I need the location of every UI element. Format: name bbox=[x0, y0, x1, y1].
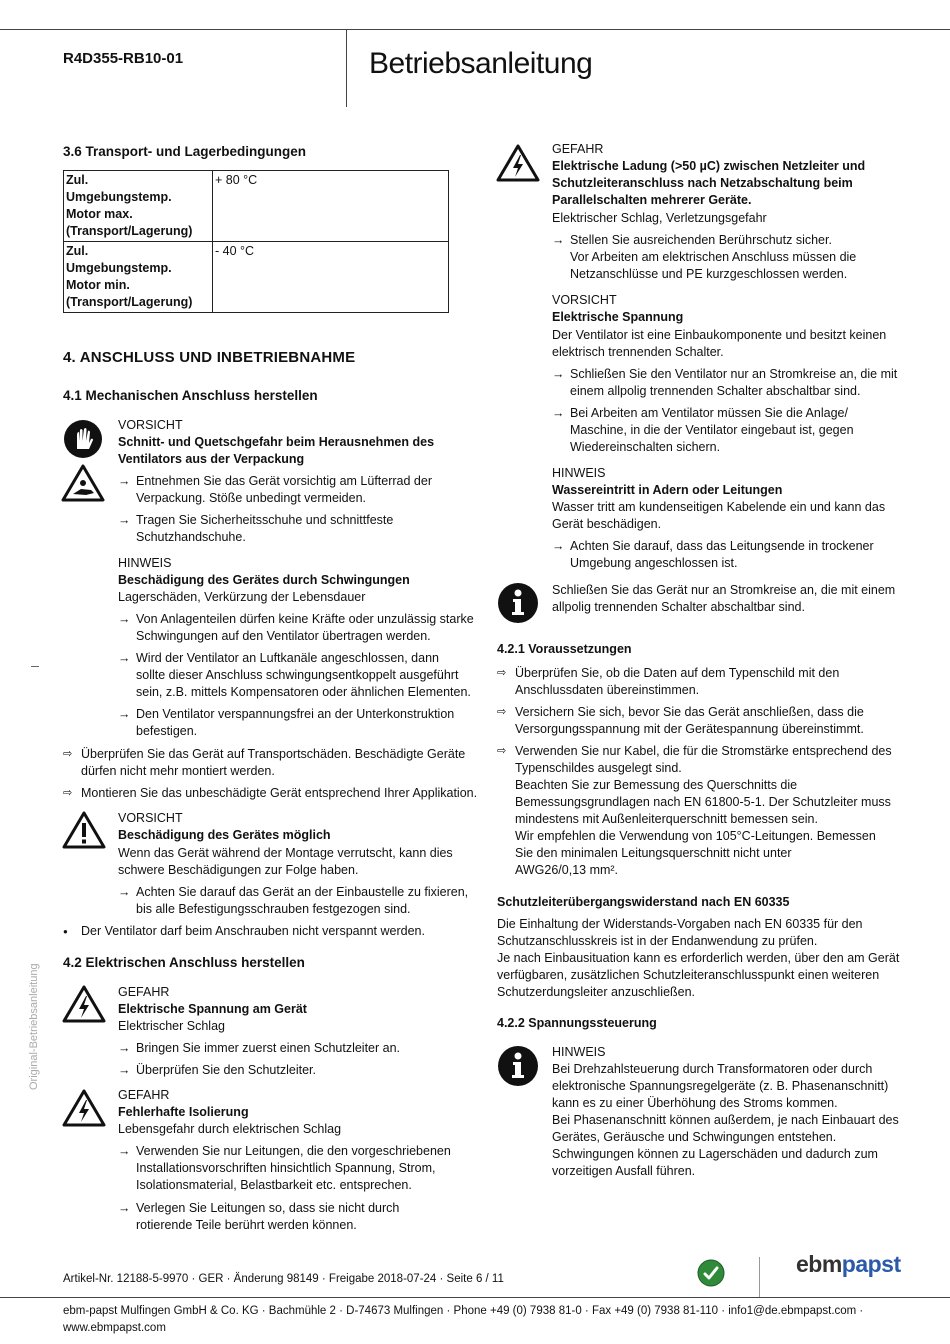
arrow-glyph: → bbox=[118, 513, 131, 527]
text-line: AWG26/0,13 mm². bbox=[515, 863, 619, 877]
label-line: Motor max. bbox=[66, 207, 133, 221]
instruction-text bbox=[136, 706, 454, 740]
text-line: Von Anlagenteilen dürfen keine Kräfte oder unzulässig starke bbox=[136, 612, 474, 626]
hand-crush-warning-icon bbox=[61, 463, 105, 503]
text-line: Bei Phasenanschnitt können außerdem, je nach Einbauart des bbox=[552, 1113, 899, 1127]
label-line: Motor min. bbox=[66, 278, 130, 292]
label-line: (Transport/Lagerung) bbox=[66, 295, 193, 309]
notice-heading: Beschädigung des Gerätes durch Schwingungen bbox=[118, 573, 410, 587]
text-line: Achten Sie darauf, dass das Leitungsende in trockener bbox=[570, 539, 874, 553]
notice-subtext bbox=[552, 499, 885, 533]
section-4-2-1-title: 4.2.1 Voraussetzungen bbox=[497, 642, 632, 656]
table-row bbox=[64, 242, 449, 313]
text-line: Wenn das Gerät während der Montage verrutscht, kann dies bbox=[118, 846, 453, 860]
text-line: Schließen Sie das Gerät nur an Stromkreise an, die mit einem bbox=[552, 583, 896, 597]
text-line: kann es zu einer Überhöhung des Stroms kommen. bbox=[552, 1096, 838, 1110]
arrow-glyph: → bbox=[118, 651, 131, 665]
footer-divider bbox=[759, 1257, 760, 1297]
label-line: Zul. bbox=[66, 244, 89, 258]
exclamation-warning-icon bbox=[62, 810, 106, 850]
side-label: Original-Betriebsanleitung bbox=[28, 963, 40, 1090]
danger-label: GEFAHR bbox=[118, 1088, 170, 1102]
text-line: Entnehmen Sie das Gerät vorsichtig am Lüfterrad der bbox=[136, 474, 432, 488]
arrow-glyph: → bbox=[552, 233, 565, 247]
text-line: Sie den minimalen Leitungsquerschnitt nicht unter bbox=[515, 846, 792, 860]
text-line: rotierende Teile berührt werden können. bbox=[136, 1218, 357, 1232]
text-line: Bemessungsgrundlagen nach EN 61800-5-1. Der Schutzleiter muss bbox=[515, 795, 891, 809]
instruction-text: Bringen Sie immer zuerst einen Schutzleiter an. bbox=[136, 1041, 401, 1055]
text-line: Überprüfen Sie, ob die Daten auf dem Typenschild mit den bbox=[515, 666, 840, 680]
article-info: Artikel-Nr. 12188-5-9970 · GER · Änderung 98149 · Freigabe 2018-07-24 · Seite 6 / 11 bbox=[63, 1273, 504, 1285]
high-voltage-warning-icon bbox=[62, 984, 106, 1024]
label-line: Zul. bbox=[66, 173, 89, 187]
caution-label: VORSICHT bbox=[118, 418, 183, 432]
text-line: Tragen Sie Sicherheitsschuhe und schnittfeste bbox=[136, 513, 394, 527]
bullet-icon: ● bbox=[63, 927, 68, 936]
instruction-text bbox=[570, 405, 854, 456]
table-row bbox=[64, 171, 449, 242]
text-line: sollte dieser Anschluss schwingungsentkoppelt ausgeführt bbox=[136, 668, 459, 682]
section-4-2-title: 4.2 Elektrischen Anschluss herstellen bbox=[63, 955, 305, 970]
arrow-glyph: → bbox=[118, 474, 131, 488]
margin-tick bbox=[31, 666, 39, 667]
text-line: Bei Drehzahlsteuerung durch Transformatoren oder durch bbox=[552, 1062, 873, 1076]
text-line: mindestens mit Außenleiterquerschnitt bemessen sein. bbox=[515, 812, 818, 826]
text-line: Schwingungen können zu Lagerschäden und dadurch zum bbox=[552, 1147, 878, 1161]
caution-label: VORSICHT bbox=[552, 293, 617, 307]
text-line: Gerät beschädigen. bbox=[552, 517, 662, 531]
text-line: dürfen nicht mehr montiert werden. bbox=[81, 764, 275, 778]
text-line: Je nach Einbausituation kann es erforderlich werden, über den am Gerät bbox=[497, 951, 900, 965]
text-line: Maschine, in die der Ventilator eingebaut ist, gegen bbox=[570, 423, 854, 437]
company-address: ebm-papst Mulfingen GmbH & Co. KG · Bachmühle 2 · D-74673 Mulfingen · Phone +49 (0) 7938 81-0 · Fax +49 (0) 7938 81-110 · info1@de.ebmpapst.com · www.ebmpapst.com bbox=[63, 1305, 864, 1334]
instruction-text: Überprüfen Sie den Schutzleiter. bbox=[136, 1063, 316, 1077]
table-cell-value: - 40 °C bbox=[213, 242, 449, 313]
ebmpapst-logo bbox=[796, 1251, 901, 1277]
arrow-glyph: → bbox=[118, 885, 131, 899]
heading-line: Parallelschalten mehrerer Geräte. bbox=[552, 193, 752, 207]
info-text bbox=[552, 582, 895, 616]
text-line: Verlegen Sie Leitungen so, dass sie nicht durch bbox=[136, 1201, 400, 1215]
instruction-text bbox=[136, 650, 471, 701]
step-text bbox=[515, 665, 839, 699]
danger-subtext: Lebensgefahr durch elektrischen Schlag bbox=[118, 1122, 342, 1136]
text-line: Beachten Sie zur Bemessung des Querschnitts die bbox=[515, 778, 798, 792]
text-line: einem allpolig trennenden Schalter abschaltbar sind. bbox=[570, 384, 861, 398]
caution-subtext bbox=[118, 845, 453, 879]
header-divider bbox=[346, 29, 347, 107]
text-line: schwere Beschädigungen zur Folge haben. bbox=[118, 863, 359, 877]
text-line: verfügbaren, zusätzlichen Schutzleiteranschlusspunkt einen weiteren bbox=[497, 968, 880, 982]
text-line: Vor Arbeiten am elektrischen Anschluss müssen die bbox=[570, 250, 857, 264]
table-cell-value: + 80 °C bbox=[213, 171, 449, 242]
text-line: allpolig trennenden Schalter abschaltbar sind. bbox=[552, 600, 805, 614]
step-text bbox=[515, 704, 864, 738]
section-4-1-title: 4.1 Mechanischen Anschluss herstellen bbox=[63, 388, 318, 403]
arrow-glyph: → bbox=[118, 1063, 131, 1077]
instruction-text bbox=[136, 611, 474, 645]
label-line: Umgebungstemp. bbox=[66, 190, 172, 204]
step-arrow-icon: ⇨ bbox=[497, 667, 507, 679]
danger-subtext: Elektrischer Schlag, Verletzungsgefahr bbox=[552, 211, 767, 225]
text-line: Der Ventilator ist eine Einbaukomponente und besitzt keinen bbox=[552, 328, 887, 342]
notice-text bbox=[552, 1061, 899, 1180]
instruction-text bbox=[570, 232, 856, 283]
text-line: Gerätes, Geräusche und Schwingungen entstehen. bbox=[552, 1130, 837, 1144]
arrow-glyph: → bbox=[552, 367, 565, 381]
instruction-text bbox=[570, 366, 897, 400]
protective-gloves-icon bbox=[63, 419, 103, 459]
text-line: Schutzerdungsleiter anzuschließen. bbox=[497, 985, 696, 999]
transport-conditions-table bbox=[63, 170, 449, 313]
text-line: Wasser tritt am kundenseitigen Kabelende ein und kann das bbox=[552, 500, 886, 514]
danger-heading bbox=[552, 158, 865, 209]
notice-heading: Wassereintritt in Adern oder Leitungen bbox=[552, 483, 783, 497]
notice-label: HINWEIS bbox=[552, 1045, 606, 1059]
table-cell-label bbox=[64, 242, 213, 313]
section-3-6-title: 3.6 Transport- und Lagerbedingungen bbox=[63, 144, 307, 159]
top-rule bbox=[0, 29, 950, 30]
text-line: vorzeitigen Ausfall führen. bbox=[552, 1164, 696, 1178]
arrow-glyph: → bbox=[118, 707, 131, 721]
notice-label: HINWEIS bbox=[118, 556, 172, 570]
text-line: bis alle Befestigungsschrauben festgezogen sind. bbox=[136, 902, 411, 916]
notice-label: HINWEIS bbox=[552, 466, 606, 480]
en60335-text bbox=[497, 916, 899, 1001]
logo-part: papst bbox=[841, 1251, 901, 1277]
step-text: Montieren Sie das unbeschädigte Gerät entsprechend Ihrer Applikation. bbox=[81, 786, 478, 800]
text-line: Verwenden Sie nur Kabel, die für die Stromstärke entsprechend des bbox=[515, 744, 892, 758]
text-line: Achten Sie darauf das Gerät an der Einbaustelle zu fixieren, bbox=[136, 885, 469, 899]
heading-line: Schnitt- und Quetschgefahr beim Herausnehmen des bbox=[118, 435, 435, 449]
danger-label: GEFAHR bbox=[118, 985, 170, 999]
high-voltage-warning-icon bbox=[496, 143, 540, 183]
instruction-text bbox=[136, 512, 393, 546]
text-line: Wiedereinschalten sichern. bbox=[570, 440, 721, 454]
step-arrow-icon: ⇨ bbox=[497, 706, 507, 718]
arrow-glyph: → bbox=[118, 1041, 131, 1055]
table-cell-label bbox=[64, 171, 213, 242]
label-line: (Transport/Lagerung) bbox=[66, 224, 193, 238]
document-title: Betriebsanleitung bbox=[369, 47, 593, 80]
arrow-glyph: → bbox=[552, 539, 565, 553]
arrow-glyph: → bbox=[118, 612, 131, 626]
arrow-glyph: → bbox=[552, 406, 565, 420]
text-line: Die Einhaltung der Widerstands-Vorgaben nach EN 60335 für den bbox=[497, 917, 863, 931]
text-line: Versichern Sie sich, bevor Sie das Gerät anschließen, dass die bbox=[515, 705, 864, 719]
text-line: Netzanschlüsse und PE kurzgeschlossen werden. bbox=[570, 267, 848, 281]
step-text bbox=[515, 743, 892, 879]
step-arrow-icon: ⇨ bbox=[497, 745, 507, 757]
section-4-2-2-title: 4.2.2 Spannungssteuerung bbox=[497, 1016, 657, 1030]
high-voltage-warning-icon bbox=[62, 1088, 106, 1128]
danger-label: GEFAHR bbox=[552, 142, 604, 156]
text-line: Wir empfehlen die Verwendung von 105°C-Leitungen. Bemessen bbox=[515, 829, 876, 843]
text-line: Wird der Ventilator an Luftkanäle angeschlossen, dann bbox=[136, 651, 439, 665]
arrow-glyph: → bbox=[118, 1201, 131, 1215]
text-line: Schutzanschlusskreis ist in der Endanwendung zu prüfen. bbox=[497, 934, 818, 948]
section-4-title: 4. ANSCHLUSS UND INBETRIEBNAHME bbox=[63, 349, 356, 366]
instruction-text bbox=[136, 1143, 451, 1194]
caution-heading: Elektrische Spannung bbox=[552, 310, 684, 324]
logo-part: ebm bbox=[796, 1251, 842, 1277]
caution-heading bbox=[118, 434, 434, 468]
instruction-text bbox=[136, 884, 468, 918]
text-line: Verpackung. Stöße unbedingt vermeiden. bbox=[136, 491, 367, 505]
green-tech-badge-icon bbox=[697, 1259, 725, 1287]
step-arrow-icon: ⇨ bbox=[63, 748, 73, 760]
step-text bbox=[81, 746, 465, 780]
text-line: Bei Arbeiten am Ventilator müssen Sie die Anlage/ bbox=[570, 406, 848, 420]
caution-subtext bbox=[552, 327, 886, 361]
info-icon bbox=[497, 1045, 539, 1087]
text-line: Stellen Sie ausreichenden Berührschutz sicher. bbox=[570, 233, 832, 247]
text-line: Schwingungen auf den Ventilator übertragen werden. bbox=[136, 629, 431, 643]
footer-rule bbox=[0, 1297, 950, 1298]
heading-line: Ventilators aus der Verpackung bbox=[118, 452, 305, 466]
notice-subtext: Lagerschäden, Verkürzung der Lebensdauer bbox=[118, 590, 366, 604]
text-line: Isolationsmaterial, Belastbarkeit etc. entsprechen. bbox=[136, 1178, 412, 1192]
caution-label: VORSICHT bbox=[118, 811, 183, 825]
info-icon bbox=[497, 582, 539, 624]
instruction-text bbox=[570, 538, 874, 572]
model-number: R4D355-RB10-01 bbox=[63, 50, 184, 67]
label-line: Umgebungstemp. bbox=[66, 261, 172, 275]
bullet-text: Der Ventilator darf beim Anschrauben nicht verspannt werden. bbox=[81, 924, 425, 938]
text-line: elektronische Spannungsregelgeräte (z. B. Phasenanschnitt) bbox=[552, 1079, 889, 1093]
caution-heading: Beschädigung des Gerätes möglich bbox=[118, 828, 331, 842]
text-line: Schutzhandschuhe. bbox=[136, 530, 246, 544]
danger-subtext: Elektrischer Schlag bbox=[118, 1019, 225, 1033]
heading-line: Schutzleiteranschluss nach Netzabschaltung beim bbox=[552, 176, 853, 190]
text-line: sein, z.B. mittels Kompensatoren oder ähnlichen Elementen. bbox=[136, 685, 471, 699]
danger-heading: Elektrische Spannung am Gerät bbox=[118, 1002, 307, 1016]
text-line: Installationsvorschriften hinsichtlich Spannung, Strom, bbox=[136, 1161, 436, 1175]
text-line: Typenschildes ausgelegt sind. bbox=[515, 761, 682, 775]
text-line: Den Ventilator verspannungsfrei an der Unterkonstruktion bbox=[136, 707, 455, 721]
instruction-text bbox=[136, 473, 432, 507]
text-line: Anschlussdaten übereinstimmen. bbox=[515, 683, 700, 697]
text-line: Verwenden Sie nur Leitungen, die den vorgeschriebenen bbox=[136, 1144, 451, 1158]
text-line: Schließen Sie den Ventilator nur an Stromkreise an, die mit bbox=[570, 367, 898, 381]
en60335-title: Schutzleiterübergangswiderstand nach EN 60335 bbox=[497, 895, 790, 909]
text-line: Umgebung angeschlossen ist. bbox=[570, 556, 738, 570]
step-arrow-icon: ⇨ bbox=[63, 787, 73, 799]
text-line: Überprüfen Sie das Gerät auf Transportschäden. Beschädigte Geräte bbox=[81, 747, 466, 761]
instruction-text bbox=[136, 1200, 399, 1234]
text-line: Versorgungsspannung mit der Gerätespannung übereinstimmt. bbox=[515, 722, 864, 736]
arrow-glyph: → bbox=[118, 1144, 131, 1158]
text-line: befestigen. bbox=[136, 724, 198, 738]
heading-line: Elektrische Ladung (>50 µC) zwischen Netzleiter und bbox=[552, 159, 866, 173]
text-line: elektrisch trennenden Schalter. bbox=[552, 345, 724, 359]
danger-heading: Fehlerhafte Isolierung bbox=[118, 1105, 249, 1119]
